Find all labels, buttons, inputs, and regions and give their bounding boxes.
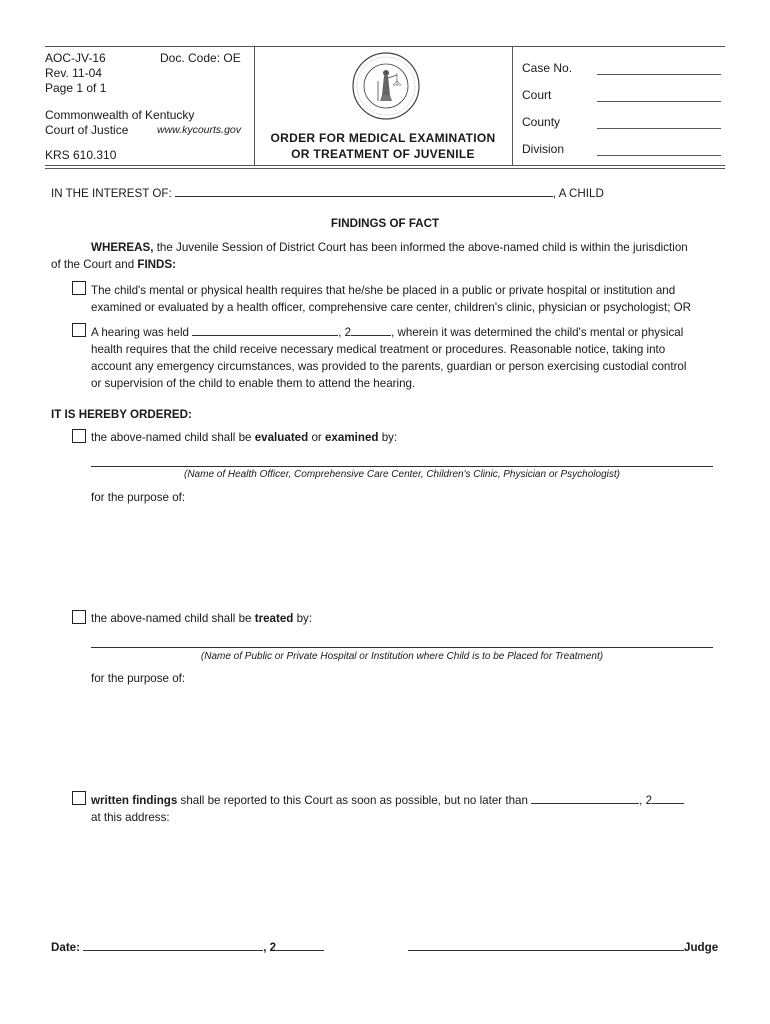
county-label: County [522, 115, 561, 129]
judge-signature-field[interactable] [408, 939, 684, 951]
division-label: Division [522, 142, 565, 156]
form-id: AOC-JV-16 [45, 51, 106, 65]
header-bottom-rule [45, 165, 725, 166]
order-date-field[interactable] [83, 939, 263, 951]
purpose2-field[interactable] [91, 690, 713, 780]
option2-line4: or supervision of the child to enable them to attend the hearing. [91, 377, 416, 390]
option2-line1: A hearing was held , 2 , wherein it was determined the child's mental or physical [91, 326, 684, 339]
page-number: Page 1 of 1 [45, 81, 107, 95]
date-line: Date: , 2 [51, 939, 324, 956]
whereas-line2: of the Court and FINDS: [51, 258, 177, 271]
address-label: at this address: [91, 811, 170, 824]
ordered-heading: IT IS HEREBY ORDERED: [51, 408, 192, 421]
treat-line: the above-named child shall be treated by: [91, 612, 313, 625]
report-year-field[interactable] [652, 792, 684, 804]
form-title-line2: OR TREATMENT OF JUVENILE [291, 147, 475, 161]
court-label: Court [522, 88, 552, 102]
purpose2-label: for the purpose of: [91, 672, 186, 685]
header-top-rule [45, 46, 725, 47]
form-title-line1: ORDER FOR MEDICAL EXAMINATION [270, 131, 496, 145]
child-name-field[interactable] [175, 185, 553, 197]
evaluator-caption: (Name of Health Officer, Comprehensive Care Center, Children's Clinic, Physician or Psychologist) [184, 469, 620, 480]
court-field[interactable] [597, 100, 721, 102]
evaluate-checkbox[interactable] [72, 429, 86, 443]
case-no-field[interactable] [597, 73, 721, 75]
institution-caption: (Name of Public or Private Hospital or Institution where Child is to be Placed for Treatment) [200, 651, 604, 662]
website: www.kycourts.gov [157, 124, 242, 136]
option1-line2: examined or evaluated by a health officer, comprehensive care center, children's clinic, physician or psychologist; OR [91, 301, 692, 314]
order-year-field[interactable] [276, 939, 324, 951]
header-divider-right [512, 46, 513, 165]
written-findings-checkbox[interactable] [72, 791, 86, 805]
findings-heading: FINDINGS OF FACT [330, 217, 440, 230]
institution-name-field[interactable] [91, 647, 713, 648]
evaluate-line: the above-named child shall be evaluated or examined by: [91, 431, 398, 444]
purpose1-field[interactable] [91, 510, 713, 600]
option1-checkbox[interactable] [72, 281, 86, 295]
header-bottom-rule-2 [45, 168, 725, 169]
court-of-justice: Court of Justice [45, 123, 129, 137]
interest-line: IN THE INTEREST OF: , A CHILD [51, 187, 604, 200]
option2-line2: health requires that the child receive necessary medical treatment or procedures. Reasonable notice, taking into [91, 343, 666, 356]
court-seal [351, 51, 421, 121]
option2-checkbox[interactable] [72, 323, 86, 337]
address-field[interactable] [91, 830, 713, 920]
judge-line: Judge [408, 939, 718, 956]
option2-line3: account any emergency circumstances, was provided to the parents, guardian or person exercising custodial control [91, 360, 687, 373]
hearing-year-field[interactable] [351, 324, 391, 336]
written-findings-line: written findings shall be reported to this Court as soon as possible, but no later than , 2 [91, 792, 684, 809]
treat-checkbox[interactable] [72, 610, 86, 624]
case-no-label: Case No. [522, 61, 573, 75]
evaluator-name-field[interactable] [91, 466, 713, 467]
whereas-line1: WHEREAS, the Juvenile Session of District Court has been informed the above-named child is within the jurisdiction [91, 241, 688, 254]
option1-line1: The child's mental or physical health requires that he/she be placed in a public or private hospital or institution and [91, 284, 676, 297]
county-field[interactable] [597, 127, 721, 129]
revision: Rev. 11-04 [45, 66, 102, 80]
report-date-field[interactable] [531, 792, 639, 804]
commonwealth: Commonwealth of Kentucky [45, 108, 195, 122]
hearing-date-field[interactable] [192, 324, 338, 336]
statute: KRS 610.310 [45, 148, 117, 162]
doc-code: Doc. Code: OE [160, 51, 241, 65]
purpose1-label: for the purpose of: [91, 491, 186, 504]
division-field[interactable] [597, 154, 721, 156]
